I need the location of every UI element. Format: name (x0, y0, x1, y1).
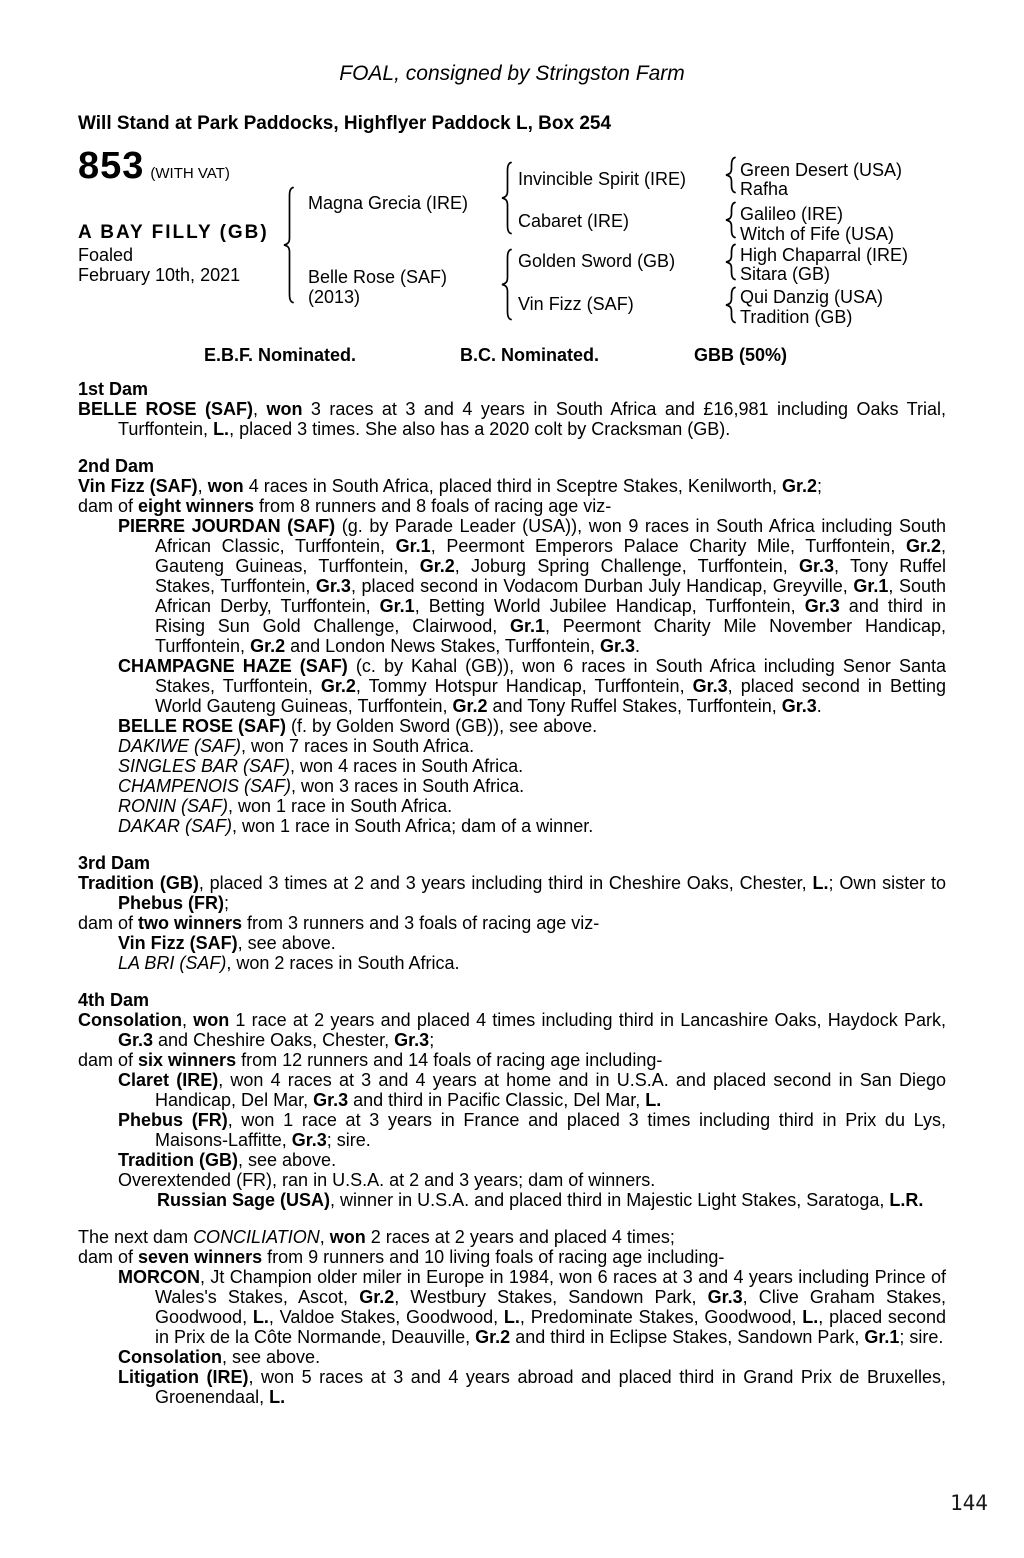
pedigree-paragraph: Vin Fizz (SAF), won 4 races in South Africa, placed third in Sceptre Stakes, Kenilworth, Gr.2; (78, 476, 823, 496)
pedigree-paragraph: Overextended (FR), ran in U.S.A. at 2 and 3 years; dam of winners. (118, 1170, 656, 1190)
pedigree-great-grandparent: Witch of Fife (USA) (740, 224, 895, 244)
vat-note: (WITH VAT) (150, 165, 230, 182)
pedigree-great-grandparent: Galileo (IRE) (740, 204, 844, 224)
gbb-note: GBB (50%) (694, 345, 788, 365)
pedigree-brace (722, 201, 738, 239)
page-title: FOAL, consigned by Stringston Farm (339, 62, 685, 85)
pedigree-paragraph: Russian Sage (USA), winner in U.S.A. and placed third in Majestic Light Stakes, Saratoga, L.R. (157, 1190, 924, 1210)
stand-location: Will Stand at Park Paddocks, Highflyer Paddock L, Box 254 (78, 113, 612, 134)
dam-section-heading: 1st Dam (78, 379, 149, 399)
pedigree-dam-dam: Vin Fizz (SAF) (518, 294, 634, 314)
pedigree-brace (722, 243, 738, 281)
pedigree-paragraph: Litigation (IRE), won 5 races at 3 and 4 years abroad and placed third in Grand Prix de Bruxelles, Groenendaal, L. (118, 1367, 946, 1407)
pedigree-paragraph: CHAMPAGNE HAZE (SAF) (c. by Kahal (GB)), won 6 races in South Africa including Senor Santa Stakes, Turffontein, Gr.2, Tommy Hotspur Handicap, Turffontein, Gr.3, placed second in Betting World Gauteng Guineas, Turffontein, Gr.2 and Tony Ruffel Stakes, Turffontein, Gr.3. (118, 656, 947, 716)
pedigree-paragraph: dam of eight winners from 8 runners and 8 foals of racing age viz- (78, 496, 612, 516)
pedigree-great-grandparent: High Chaparral (IRE) (740, 245, 909, 265)
pedigree-brace (498, 248, 514, 321)
pedigree-sire-dam: Cabaret (IRE) (518, 211, 630, 231)
pedigree-great-grandparent: Qui Danzig (USA) (740, 287, 884, 307)
pedigree-paragraph: PIERRE JOURDAN (SAF) (g. by Parade Leader (USA)), won 9 races in South Africa including South African Classic, Turffontein, Gr.1, Peermont Emperors Palace Charity Mile, Turffontein, Gr.2, Gauteng Guineas, Turffontein, Gr.2, Joburg Spring Challenge, Turffontein, Gr.3, Tony Ruffel Stakes, Turffontein, Gr.3, placed second in Vodacom Durban July Handicap, Greyville, Gr.1, South African Derby, Turffontein, Gr.1, Betting World Jubilee Handicap, Turffontein, Gr.3 and third in Rising Sun Gold Challenge, Clairwood, Gr.1, Peermont Charity Mile November Handicap, Turffontein, Gr.2 and London News Stakes, Turffontein, Gr.3. (118, 516, 947, 656)
pedigree-tree (0, 145, 1024, 348)
pedigree-paragraph: dam of seven winners from 9 runners and 10 living foals of racing age including- (78, 1247, 725, 1267)
pedigree-text-body (78, 379, 946, 1407)
section-fourth-dam (78, 990, 946, 1210)
pedigree-dam: Belle Rose (SAF) (308, 267, 448, 287)
pedigree-paragraph: SINGLES BAR (SAF), won 4 races in South Africa. (118, 756, 524, 776)
pedigree-paragraph: RONIN (SAF), won 1 race in South Africa. (118, 796, 453, 816)
pedigree-paragraph: LA BRI (SAF), won 2 races in South Africa. (118, 953, 460, 973)
lot-number: 853 (78, 145, 145, 187)
ebf-nomination: E.B.F. Nominated. (204, 345, 357, 365)
pedigree-great-grandparent: Tradition (GB) (740, 307, 853, 327)
pedigree-paragraph: DAKAR (SAF), won 1 race in South Africa; dam of a winner. (118, 816, 594, 836)
horse-name: A BAY FILLY (GB) (78, 222, 269, 243)
pedigree-paragraph: dam of six winners from 12 runners and 14 foals of racing age including- (78, 1050, 663, 1070)
section-second-dam (78, 456, 946, 836)
pedigree-paragraph: CHAMPENOIS (SAF), won 3 races in South Africa. (118, 776, 525, 796)
pedigree-paragraph: Consolation, won 1 race at 2 years and placed 4 times including third in Lancashire Oaks, Haydock Park, Gr.3 and Cheshire Oaks, Chester, Gr.3; (78, 1010, 946, 1050)
pedigree-paragraph: Phebus (FR), won 1 race at 3 years in France and placed 3 times including third in Prix du Lys, Maisons-Laffitte, Gr.3; sire. (118, 1110, 946, 1150)
section-third-dam (78, 853, 946, 973)
pedigree-paragraph: BELLE ROSE (SAF) (f. by Golden Sword (GB)), see above. (118, 716, 598, 736)
pedigree-sire: Magna Grecia (IRE) (308, 193, 469, 213)
section-first-dam (78, 379, 946, 439)
foaled-date: February 10th, 2021 (78, 265, 241, 285)
pedigree-paragraph: dam of two winners from 3 runners and 3 foals of racing age viz- (78, 913, 600, 933)
pedigree-paragraph: Consolation, see above. (118, 1347, 321, 1367)
section-next-dam (78, 1227, 946, 1407)
pedigree-paragraph: Claret (IRE), won 4 races at 3 and 4 years at home and in U.S.A. and placed second in San Diego Handicap, Del Mar, Gr.3 and third in Pacific Classic, Del Mar, L. (118, 1070, 946, 1110)
pedigree-paragraph: Tradition (GB), placed 3 times at 2 and 3 years including third in Cheshire Oaks, Chester, L.; Own sister to Phebus (FR); (78, 873, 947, 913)
pedigree-paragraph: Tradition (GB), see above. (118, 1150, 337, 1170)
pedigree-brace (722, 156, 738, 194)
pedigree-paragraph: DAKIWE (SAF), won 7 races in South Africa. (118, 736, 475, 756)
pedigree-great-grandparent: Sitara (GB) (740, 264, 831, 284)
pedigree-great-grandparent: Green Desert (USA) (740, 160, 903, 180)
bc-nomination: B.C. Nominated. (460, 345, 600, 365)
pedigree-great-grandparent: Rafha (740, 179, 789, 199)
pedigree-dam-sire: Golden Sword (GB) (518, 251, 676, 271)
pedigree-paragraph: BELLE ROSE (SAF), won 3 races at 3 and 4 years in South Africa and £16,981 including Oaks Trial, Turffontein, L., placed 3 times. She also has a 2020 colt by Cracksman (GB). (78, 399, 946, 439)
foaled-label: Foaled (78, 245, 134, 265)
pedigree-paragraph: Vin Fizz (SAF), see above. (118, 933, 336, 953)
dam-section-heading: 4th Dam (78, 990, 150, 1010)
lot-line (78, 145, 230, 187)
pedigree-brace (498, 161, 514, 235)
pedigree-brace (722, 286, 738, 324)
pedigree-paragraph: MORCON, Jt Champion older miler in Europe in 1984, won 6 races at 3 and 4 years including Prince of Wales's Stakes, Ascot, Gr.2, Westbury Stakes, Sandown Park, Gr.3, Clive Graham Stakes, Goodwood, L., Valdoe Stakes, Goodwood, L., Predominate Stakes, Goodwood, L., placed second in Prix de la Côte Normande, Deauville, Gr.2 and third in Eclipse Stakes, Sandown Park, Gr.1; sire. (118, 1267, 947, 1347)
pedigree-paragraph: The next dam CONCILIATION, won 2 races at 2 years and placed 4 times; (78, 1227, 675, 1247)
pedigree-dam-year: (2013) (308, 287, 361, 307)
dam-section-heading: 3rd Dam (78, 853, 151, 873)
pedigree-brace (280, 186, 296, 304)
pedigree-sire-sire: Invincible Spirit (IRE) (518, 169, 687, 189)
dam-section-heading: 2nd Dam (78, 456, 155, 476)
page-number: 144 (950, 1491, 988, 1515)
